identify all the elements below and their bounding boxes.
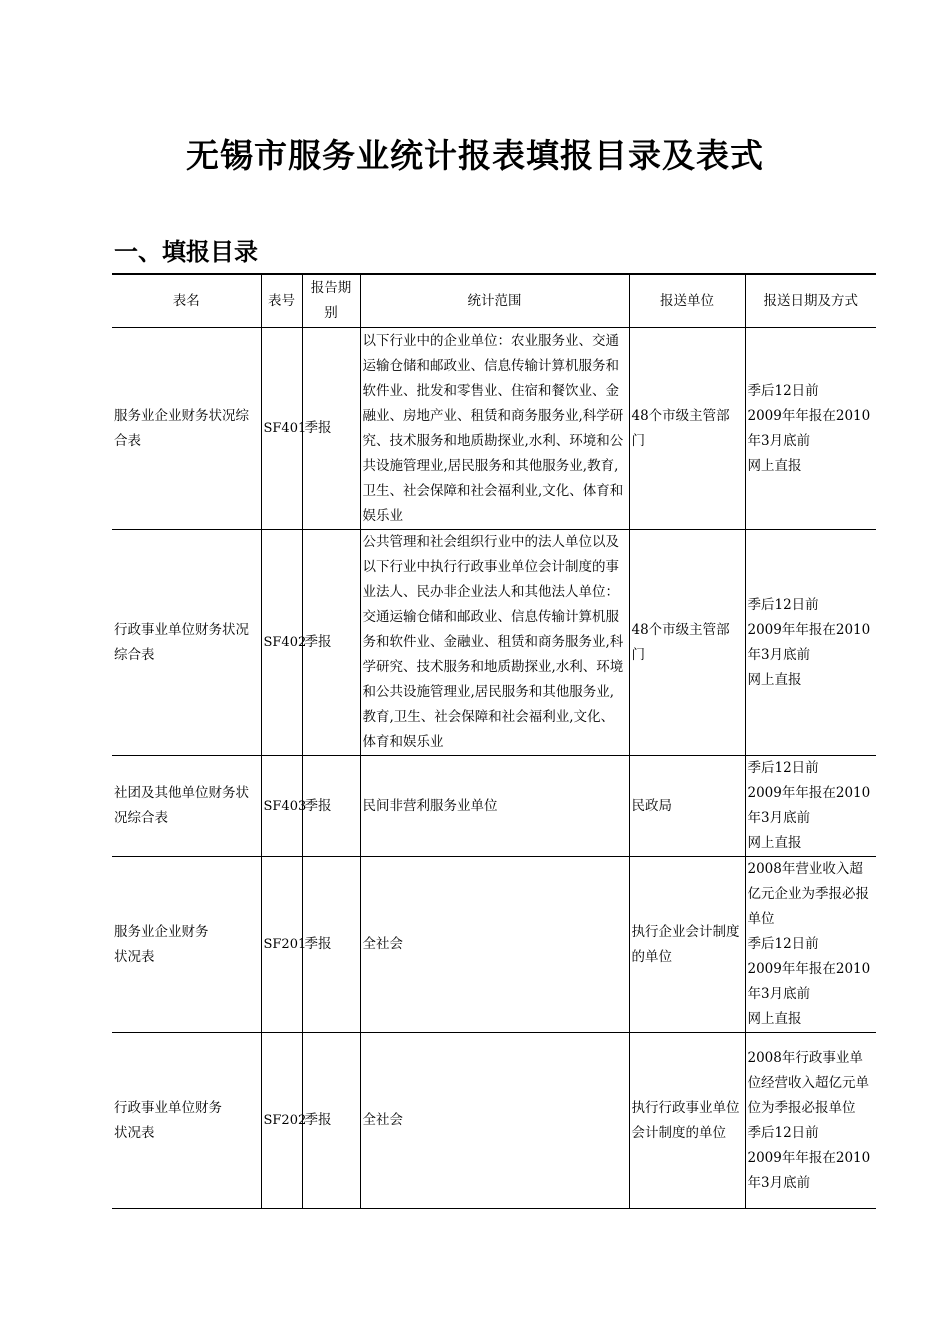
- cell-name: 行政事业单位财务状况综合表: [112, 530, 261, 756]
- cell-period: 季报: [302, 756, 360, 857]
- table-row: [112, 1033, 876, 1209]
- document-title: 无锡市服务业统计报表填报目录及表式: [186, 136, 764, 175]
- cell-date: 季后12日前 2009年年报在2010年3月底前 网上直报: [745, 328, 876, 530]
- cell-name: 社团及其他单位财务状况综合表: [112, 756, 261, 857]
- header-date: 报送日期及方式: [745, 274, 876, 328]
- cell-unit: 48个市级主管部门: [629, 328, 745, 530]
- catalog-table: [112, 273, 876, 1209]
- cell-code: SF201: [261, 857, 302, 1033]
- cell-scope: 民间非营利服务业单位: [360, 756, 629, 857]
- table-row: [112, 328, 876, 530]
- section-heading: 一、填报目录: [114, 237, 258, 266]
- header-period: 报告期别: [302, 274, 360, 328]
- cell-name: 行政事业单位财务 状况表: [112, 1033, 261, 1209]
- cell-scope: 全社会: [360, 1033, 629, 1209]
- cell-code: SF403: [261, 756, 302, 857]
- cell-date: 2008年行政事业单位经营收入超亿元单位为季报必报单位 季后12日前 2009年年报在2010年3月底前: [745, 1033, 876, 1209]
- header-scope: 统计范围: [360, 274, 629, 328]
- cell-scope: 以下行业中的企业单位：农业服务业、交通运输仓储和邮政业、信息传输计算机服务和软件业、批发和零售业、住宿和餐饮业、金融业、房地产业、租赁和商务服务业,科学研究、技术服务和地质勘探业,水利、环境和公共设施管理业,居民服务和其他服务业,教育,卫生、社会保障和社会福利业,文化、体育和娱乐业: [360, 328, 629, 530]
- table-header-row: [112, 274, 876, 328]
- cell-date: 季后12日前 2009年年报在2010年3月底前 网上直报: [745, 530, 876, 756]
- cell-period: 季报: [302, 1033, 360, 1209]
- cell-date: 2008年营业收入超亿元企业为季报必报单位 季后12日前 2009年年报在2010年3月底前 网上直报: [745, 857, 876, 1033]
- cell-name: 服务业企业财务 状况表: [112, 857, 261, 1033]
- header-name: 表名: [112, 274, 261, 328]
- cell-unit: 48个市级主管部门: [629, 530, 745, 756]
- header-unit: 报送单位: [629, 274, 745, 328]
- cell-period: 季报: [302, 857, 360, 1033]
- cell-name: 服务业企业财务状况综合表: [112, 328, 261, 530]
- table-row: [112, 530, 876, 756]
- cell-date: 季后12日前 2009年年报在2010年3月底前 网上直报: [745, 756, 876, 857]
- cell-code: SF202: [261, 1033, 302, 1209]
- cell-unit: 执行行政事业单位会计制度的单位: [629, 1033, 745, 1209]
- cell-scope: 公共管理和社会组织行业中的法人单位以及以下行业中执行行政事业单位会计制度的事业法人、民办非企业法人和其他法人单位：交通运输仓储和邮政业、信息传输计算机服务和软件业、金融业、租赁和商务服务业,科学研究、技术服务和地质勘探业,水利、环境和公共设施管理业,居民服务和其他服务业,教育,卫生、社会保障和社会福利业,文化、体育和娱乐业: [360, 530, 629, 756]
- table-row: [112, 756, 876, 857]
- header-code: 表号: [261, 274, 302, 328]
- cell-code: SF402: [261, 530, 302, 756]
- cell-code: SF401: [261, 328, 302, 530]
- cell-scope: 全社会: [360, 857, 629, 1033]
- cell-period: 季报: [302, 530, 360, 756]
- cell-unit: 执行企业会计制度的单位: [629, 857, 745, 1033]
- cell-period: 季报: [302, 328, 360, 530]
- cell-unit: 民政局: [629, 756, 745, 857]
- table-row: [112, 857, 876, 1033]
